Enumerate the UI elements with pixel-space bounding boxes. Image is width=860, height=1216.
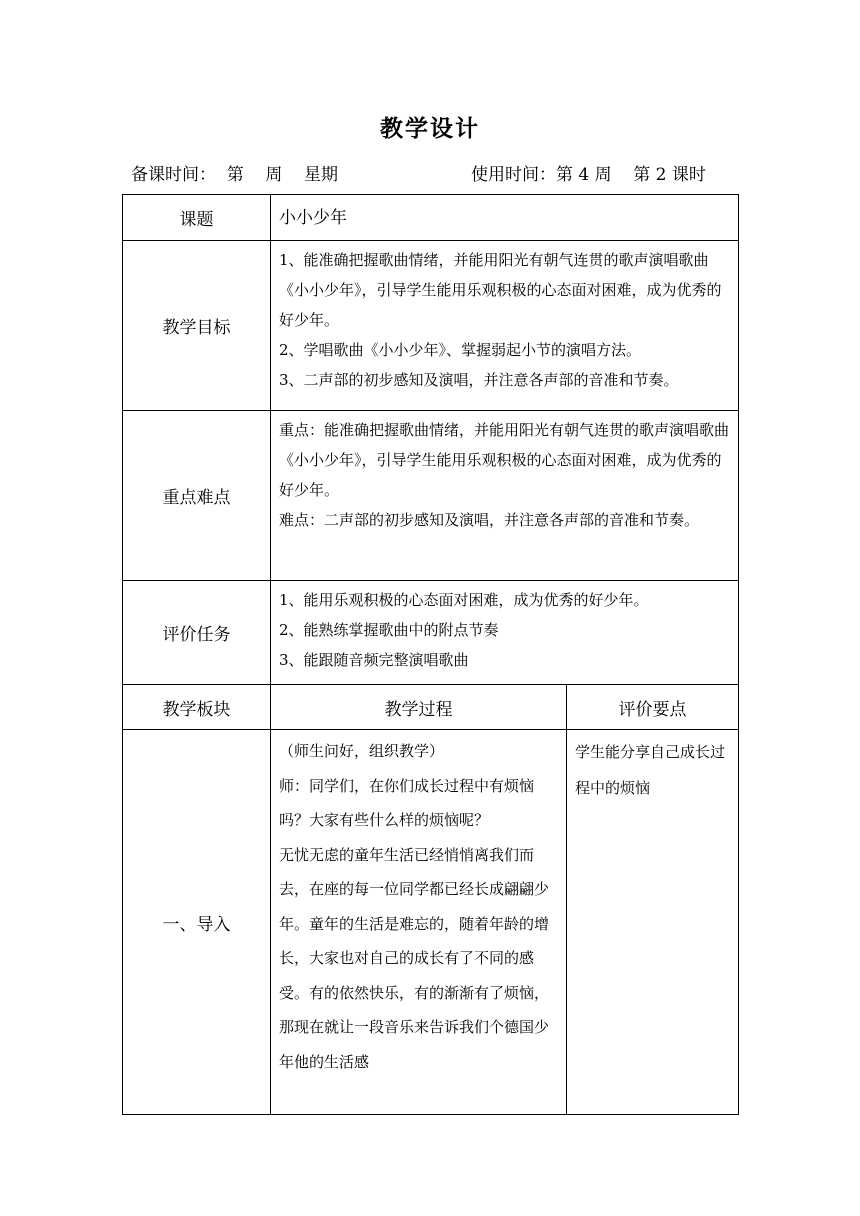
evaluation-item: 2、能熟练掌握歌曲中的附点节奏 bbox=[279, 621, 499, 639]
key-points-row bbox=[123, 411, 739, 581]
topic-value: 小小少年 bbox=[271, 195, 739, 241]
section-points-cell: 学生能分享自己成长过程中的烦恼 bbox=[567, 730, 739, 1115]
prep-time: 备课时间： 第 周 星期 bbox=[131, 165, 339, 185]
goals-row bbox=[123, 241, 739, 411]
section-process-cell bbox=[271, 730, 567, 1115]
section-label: 一、导入 bbox=[123, 730, 271, 1115]
col-points-header: 评价要点 bbox=[567, 685, 739, 730]
evaluation-row bbox=[123, 581, 739, 685]
goal-item: 2、学唱歌曲《小小少年》、掌握弱起小节的演唱方法。 bbox=[279, 341, 642, 359]
topic-label: 课题 bbox=[123, 195, 271, 241]
goals-label: 教学目标 bbox=[123, 241, 271, 411]
evaluation-item: 1、能用乐观积极的心态面对困难，成为优秀的好少年。 bbox=[279, 591, 649, 609]
key-points-cell bbox=[271, 411, 739, 581]
section-row bbox=[123, 730, 739, 1115]
evaluation-label: 评价任务 bbox=[123, 581, 271, 685]
goal-item: 3、二声部的初步感知及演唱，并注意各声部的音准和节奏。 bbox=[279, 371, 679, 389]
process-paragraph: 师：同学们，在你们成长过程中有烦恼吗？大家有些什么样的烦恼呢？ bbox=[279, 776, 535, 829]
key-point-item: 重点：能准确把握歌曲情绪，并能用阳光有朝气连贯的歌声演唱歌曲《小小少年》，引导学生能用乐观积极的心态面对困难，成为优秀的好少年。 bbox=[279, 421, 730, 499]
col-process-header: 教学过程 bbox=[271, 685, 567, 730]
lesson-plan-table bbox=[122, 194, 739, 1115]
col-module-header: 教学板块 bbox=[123, 685, 271, 730]
evaluation-cell bbox=[271, 581, 739, 685]
evaluation-item: 3、能跟随音频完整演唱歌曲 bbox=[279, 651, 469, 669]
goal-item: 1、能准确把握歌曲情绪，并能用阳光有朝气连贯的歌声演唱歌曲《小小少年》，引导学生能用乐观积极的心态面对困难，成为优秀的好少年。 bbox=[279, 251, 722, 329]
topic-row bbox=[123, 195, 739, 241]
column-header-row bbox=[123, 685, 739, 730]
key-point-item: 难点：二声部的初步感知及演唱，并注意各声部的音准和节奏。 bbox=[279, 511, 700, 529]
document-title: 教学设计 bbox=[380, 116, 480, 142]
process-paragraph: （师生问好，组织教学） bbox=[279, 742, 445, 760]
key-points-label: 重点难点 bbox=[123, 411, 271, 581]
process-paragraph: 无忧无虑的童年生活已经悄悄离我们而去，在座的每一位同学都已经长成翩翩少年。童年的生活是难忘的，随着年龄的增长，大家也对自己的成长有了不同的感受。有的依然快乐，有的渐渐有了烦恼，那现在就让一段音乐来告诉我们个德国少年他的生活感 bbox=[279, 845, 550, 1071]
use-time: 使用时间：第 4 周 第 2 课时 bbox=[471, 165, 706, 185]
goals-cell bbox=[271, 241, 739, 411]
